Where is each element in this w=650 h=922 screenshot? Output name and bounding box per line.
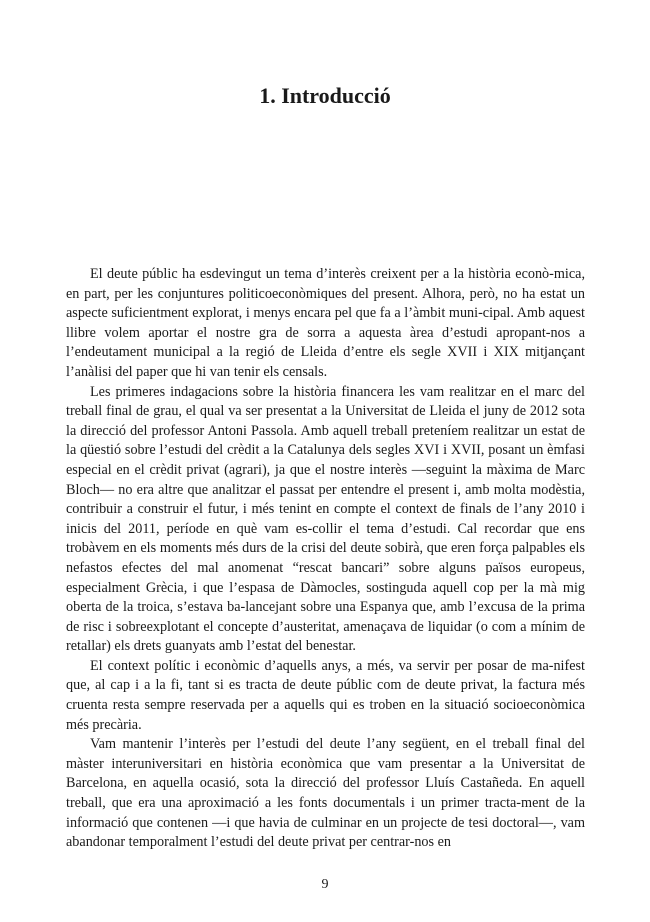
paragraph-1: El deute públic ha esdevingut un tema d’interès creixent per a la història econò-mica, en part, per les conjuntures politicoeconòmiques del present. Alhora, però, no ha estat un aspecte suficientment explorat, i menys encara pel que fa a l’àmbit muni-cipal. Amb aquest llibre volem aportar el nostre gra de sorra a aquesta àrea d’estudi apropant-nos a l’endeutament municipal a la regió de Lleida d’entre els segle XVII i XIX mitjançant l’anàlisi del paper que hi van tenir els censals. <box>66 266 585 380</box>
chapter-title: 1. Introducció <box>259 83 391 108</box>
page-number: 9 <box>321 877 329 892</box>
paragraph-2: Les primeres indagacions sobre la història financera les vam realitzar en el marc del treball final de grau, el qual va ser presentat a la Universitat de Lleida el juny de 2012 sota la direcció del professor Antoni Passola. Amb aquell treball preteníem realitzar un estat de la qüestió sobre l’estudi del crèdit a la Catalunya dels segles XVI i XVII, posant un èmfasi especial en el crèdit privat (agrari), ja que el nostre interès —seguint la màxima de Marc Bloch— no era altre que analitzar el passat per entendre el present i, amb molta modèstia, contribuir a construir el futur, i més tenint en compte el context de finals de l’any 2010 i inicis del 2011, període en què vam es-collir el tema d’estudi. Cal recordar que ens trobàvem en els moments més durs de la crisi del deute sobirà, que eren força palpables els nefastos efectes del mal anomenat “rescat bancari” sobre alguns països europeus, especialment Grècia, i que l’espasa de Dàmocles, sostinguda aquell cop per la mà mig oberta de la troica, s’estava ba-lancejant sobre una Espanya que, amb l’excusa de la prima de risc i sobreexplotant el concepte d’austeritat, amenaçava de liquidar (o com a mínim de retallar) els drets guanyats amb l’estat del benestar. <box>66 383 585 655</box>
body-text <box>66 265 585 853</box>
paragraph-4: Vam mantenir l’interès per l’estudi del deute l’any següent, en el treball final del màster interuniversitari en història econòmica que vam presentar a la Universitat de Barcelona, en aquella ocasió, sota la direcció del professor Lluís Castañeda. En aquell treball, que era una aproximació a les fonts documentals i un primer tracta-ment de la informació que contenen —i que havia de culminar en un projecte de tesi doctoral—, vam abandonar temporalment l’estudi del deute privat per centrar-nos en <box>66 736 585 851</box>
paragraph-3: El context polític i econòmic d’aquells anys, a més, va servir per posar de ma-nifest que, al cap i a la fi, tant si es tracta de deute públic com de deute privat, la factura més cruenta resta sempre reservada per a aquells qui es troben en la situació socioeconòmica més precària. <box>66 657 585 733</box>
